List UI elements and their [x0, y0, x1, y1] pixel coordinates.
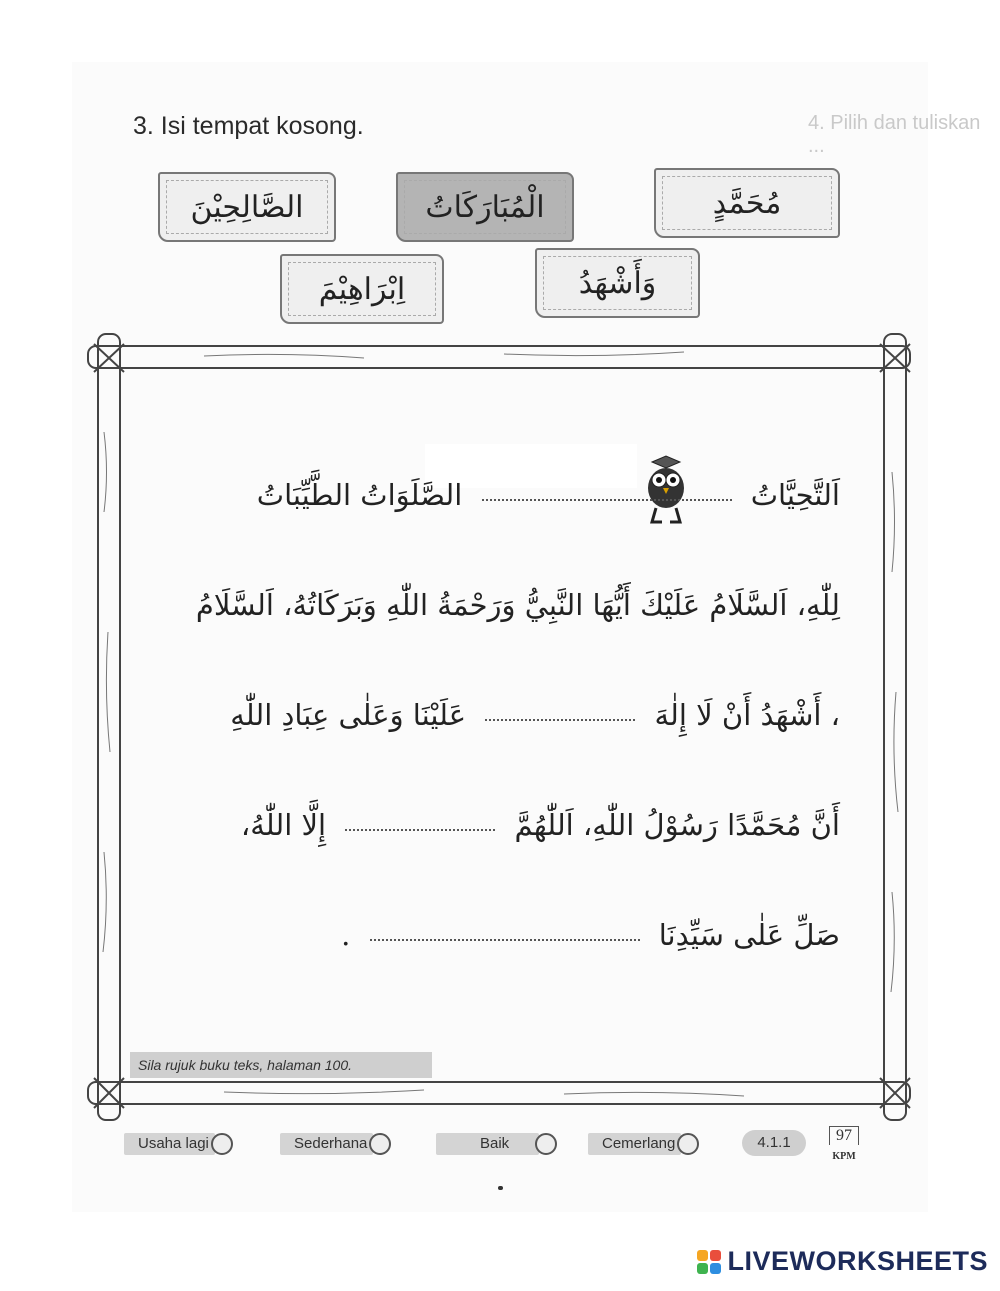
passage-line-3-start: عَلَيْنَا وَعَلٰى عِبَادِ اللّٰهِ	[230, 698, 467, 732]
blank-4[interactable]	[370, 933, 640, 941]
faded-back-text: 4. Pilih dan tuliskan ...	[808, 112, 981, 157]
level-sederhana	[280, 1128, 391, 1160]
passage-line-4-end: أَنَّ مُحَمَّدًا رَسُوْلُ اللّٰهِ، اَللّٰهُمَّ	[514, 808, 840, 842]
brand-text: LIVEWORKSHEETS	[727, 1246, 988, 1276]
level-label: Usaha lagi	[124, 1133, 215, 1155]
face-icon	[211, 1133, 233, 1155]
passage-line-5-start: صَلِّ عَلٰى سَيِّدِنَا	[658, 918, 840, 952]
word-card-muhammad[interactable]: مُحَمَّدٍ	[654, 168, 840, 238]
instruction-title: 3. Isi tempat kosong.	[133, 112, 364, 140]
face-icon	[535, 1133, 557, 1155]
liveworksheets-brand[interactable]	[697, 1246, 988, 1277]
face-icon	[369, 1133, 391, 1155]
face-icon	[677, 1133, 699, 1155]
passage-line-3	[230, 698, 840, 732]
page-number-block	[818, 1126, 870, 1170]
page-dot	[498, 1186, 503, 1190]
word-card-wa-ashhadu[interactable]: وَأَشْهَدُ	[535, 248, 700, 318]
standard-code-badge: 4.1.1	[742, 1130, 806, 1156]
passage-line-1-start: اَلتَّحِيَّاتُ	[750, 478, 840, 512]
level-label: Baik	[436, 1133, 539, 1155]
liveworksheets-logo-icon	[697, 1250, 721, 1274]
passage-line-3-end: ، أَشْهَدُ أَنْ لَا إِلٰهَ	[654, 698, 840, 732]
textbook-reference-note: Sila rujuk buku teks, halaman 100.	[130, 1052, 432, 1078]
blank-1[interactable]	[482, 493, 732, 501]
word-card-salihin[interactable]: الصَّالِحِيْنَ	[158, 172, 336, 242]
blank-3[interactable]	[345, 823, 495, 831]
level-cemerlang	[588, 1128, 699, 1160]
passage-line-2: لِلّٰهِ، اَلسَّلَامُ عَلَيْكَ أَيُّهَا النَّبِيُّ وَرَحْمَةُ اللّٰهِ وَبَرَكَاتُهُ، اَلسَّلَامُ	[195, 588, 840, 622]
passage-line-1-end: الصَّلَوَاتُ الطَّيِّبَاتُ	[256, 478, 463, 512]
passage-line-1	[257, 478, 840, 512]
level-usaha-lagi	[124, 1128, 233, 1160]
page-number: 97	[829, 1126, 859, 1145]
level-baik	[436, 1128, 557, 1160]
passage-line-5	[341, 918, 840, 952]
level-label: Cemerlang	[588, 1133, 681, 1155]
word-card-mubarakat[interactable]: الْمُبَارَكَاتُ	[396, 172, 574, 242]
passage-line-5-end: .	[341, 918, 351, 952]
word-card-ibrahim[interactable]: اِبْرَاهِيْمَ	[280, 254, 444, 324]
passage-line-4-start: إِلَّا اللّٰهُ،	[240, 808, 327, 842]
blank-2[interactable]	[485, 713, 635, 721]
passage-line-4	[241, 808, 840, 842]
publisher-label: KPM	[832, 1151, 856, 1162]
level-label: Sederhana	[280, 1133, 373, 1155]
